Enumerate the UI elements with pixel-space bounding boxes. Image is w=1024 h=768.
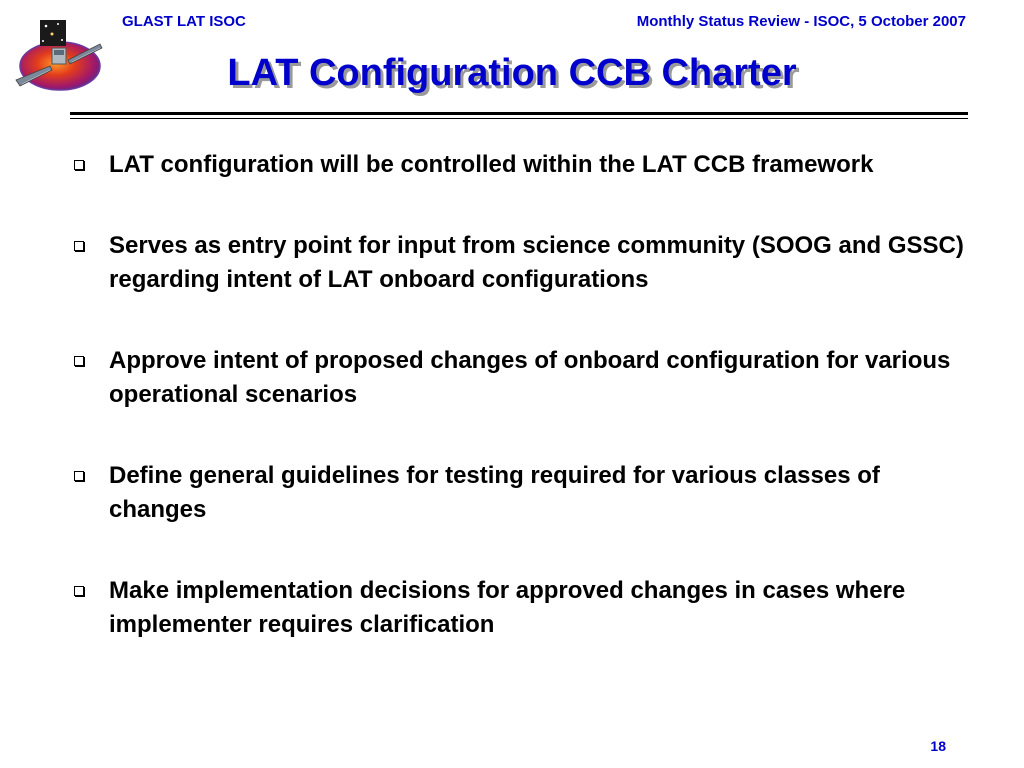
- title-rule-thick: [70, 112, 968, 115]
- bullet-item: [72, 574, 972, 642]
- bullet-text: Make implementation decisions for approved changes in cases where implementer requires clarification: [109, 577, 906, 638]
- bullet-item: [72, 459, 972, 527]
- header-left-text: GLAST LAT ISOC: [122, 13, 246, 30]
- square-bullet-icon: [74, 356, 84, 366]
- bullet-item: [72, 148, 972, 182]
- bullet-item: [72, 344, 972, 412]
- bullet-text: LAT configuration will be controlled within the LAT CCB framework: [109, 151, 874, 178]
- bullet-text: Approve intent of proposed changes of onboard configuration for various operational scenarios: [109, 347, 951, 408]
- square-bullet-icon: [74, 160, 84, 170]
- bullet-item: [72, 229, 972, 297]
- square-bullet-icon: [74, 241, 84, 251]
- square-bullet-icon: [74, 471, 84, 481]
- page-number: 18: [930, 738, 946, 754]
- bullet-text: Serves as entry point for input from science community (SOOG and GSSC) regarding intent of LAT onboard configurations: [109, 232, 964, 293]
- header-right-text: Monthly Status Review - ISOC, 5 October 2007: [636, 13, 966, 30]
- bullet-list: [72, 148, 972, 689]
- title-rule-thin: [70, 118, 968, 119]
- square-bullet-icon: [74, 586, 84, 596]
- bullet-text: Define general guidelines for testing required for various classes of changes: [109, 462, 880, 523]
- slide-title: LAT Configuration CCB Charter: [227, 52, 797, 94]
